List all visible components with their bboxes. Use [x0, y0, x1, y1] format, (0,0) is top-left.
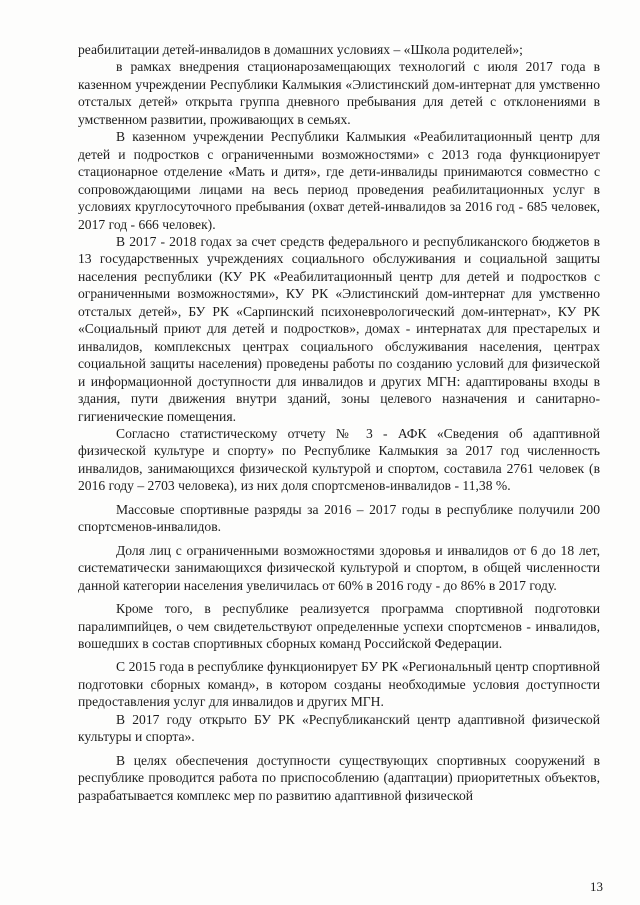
paragraph-paralympic-program: Кроме того, в республике реализуется программа спортивной подготовки паралимпийцев, о чем свидетельствуют определенные успехи спортсменов - инвалидов, вошедших в состав спортивных сборных команд Российской Федерации. — [78, 601, 600, 651]
paragraph-mother-child: В казенном учреждении Республики Калмыкия «Реабилитационный центр для детей и подростков с ограниченными возможностями» с 2013 года функционирует стационарное отделение «Мать и дитя», где дети-инвалиды принимаются совместно с сопровождающими лицами на весь период проведения реабилитационных услуг в условиях круглосуточного пребывания (охват детей-инвалидов за 2016 год - 685 человек, 2017 год - 666 человек). — [78, 129, 600, 232]
paragraph-sport-ranks: Массовые спортивные разряды за 2016 – 2017 годы в республике получили 200 спортсменов-инвалидов. — [78, 501, 600, 535]
paragraph-parent-school: реабилитации детей-инвалидов в домашних условиях – «Школа родителей»; — [78, 42, 523, 57]
paragraph-day-group: в рамках внедрения стационарозамещающих технологий с июля 2017 года в казенном учреждении Республики Калмыкия «Элистинский дом-интернат для умственно отсталых детей» открыта группа дневного пребывания для детей с отклонениями в умственном развитии, проживающих в семьях. — [78, 59, 600, 127]
paragraph-statistics-report: Согласно статистическому отчету № 3 - АФК «Сведения об адаптивной физической культуре и спорту» по Республике Калмыкия за 2017 год численность инвалидов, занимающихся физической культурой и спортом, составила 2761 человек (в 2016 году – 2703 человека), из них доля спортсменов-инвалидов - 11,38 %. — [78, 425, 600, 494]
paragraph-adaptive-center: В 2017 году открыто БУ РК «Республиканский центр адаптивной физической культуры и спорта». — [78, 711, 600, 745]
paragraph-regional-center: С 2015 года в республике функционирует БУ РК «Региональный центр спортивной подготовки сборных команд», в котором созданы необходимые условия доступности предоставления услуг для инвалидов и других МГН. — [78, 659, 600, 710]
paragraph-sports-facilities: В целях обеспечения доступности существующих спортивных сооружений в республике проводится работа по приспособлению (адаптации) приоритетных объектов, разрабатывается комплекс мер по развитию адаптивной физической — [78, 752, 600, 803]
paragraph-share-disabled: Доля лиц с ограниченными возможностями здоровья и инвалидов от 6 до 18 лет, систематически занимающихся физической культурой и спортом, в общей численности данной категории населения увеличилась от 60% в 2016 году - до 86% в 2017 году. — [78, 542, 600, 593]
page-number: 13 — [590, 879, 603, 894]
paragraph-accessibility-works: В 2017 - 2018 годах за счет средств федерального и республиканского бюджетов в 13 государственных учреждениях социального обслуживания и социальной защиты населения республики (КУ РК «Реабилитационный центр для детей и подростков с ограниченными возможностями», КУ РК «Элистинский дом-интернат для умственно отсталых детей», БУ РК «Сарпинский психоневрологический дом-интернат», КУ РК «Социальный приют для детей и подростков», домах - интернатах для престарелых и инвалидов, комплексных центрах социального обслуживания населения, центрах социальной защиты населения) проведены работы по созданию условий для физической и информационной доступности для инвалидов и других МГН: адаптированы входы в здания, пути движения внутри зданий, зоны целевого назначения и санитарно-гигиенические помещения. — [78, 233, 600, 424]
body-text — [78, 41, 600, 804]
